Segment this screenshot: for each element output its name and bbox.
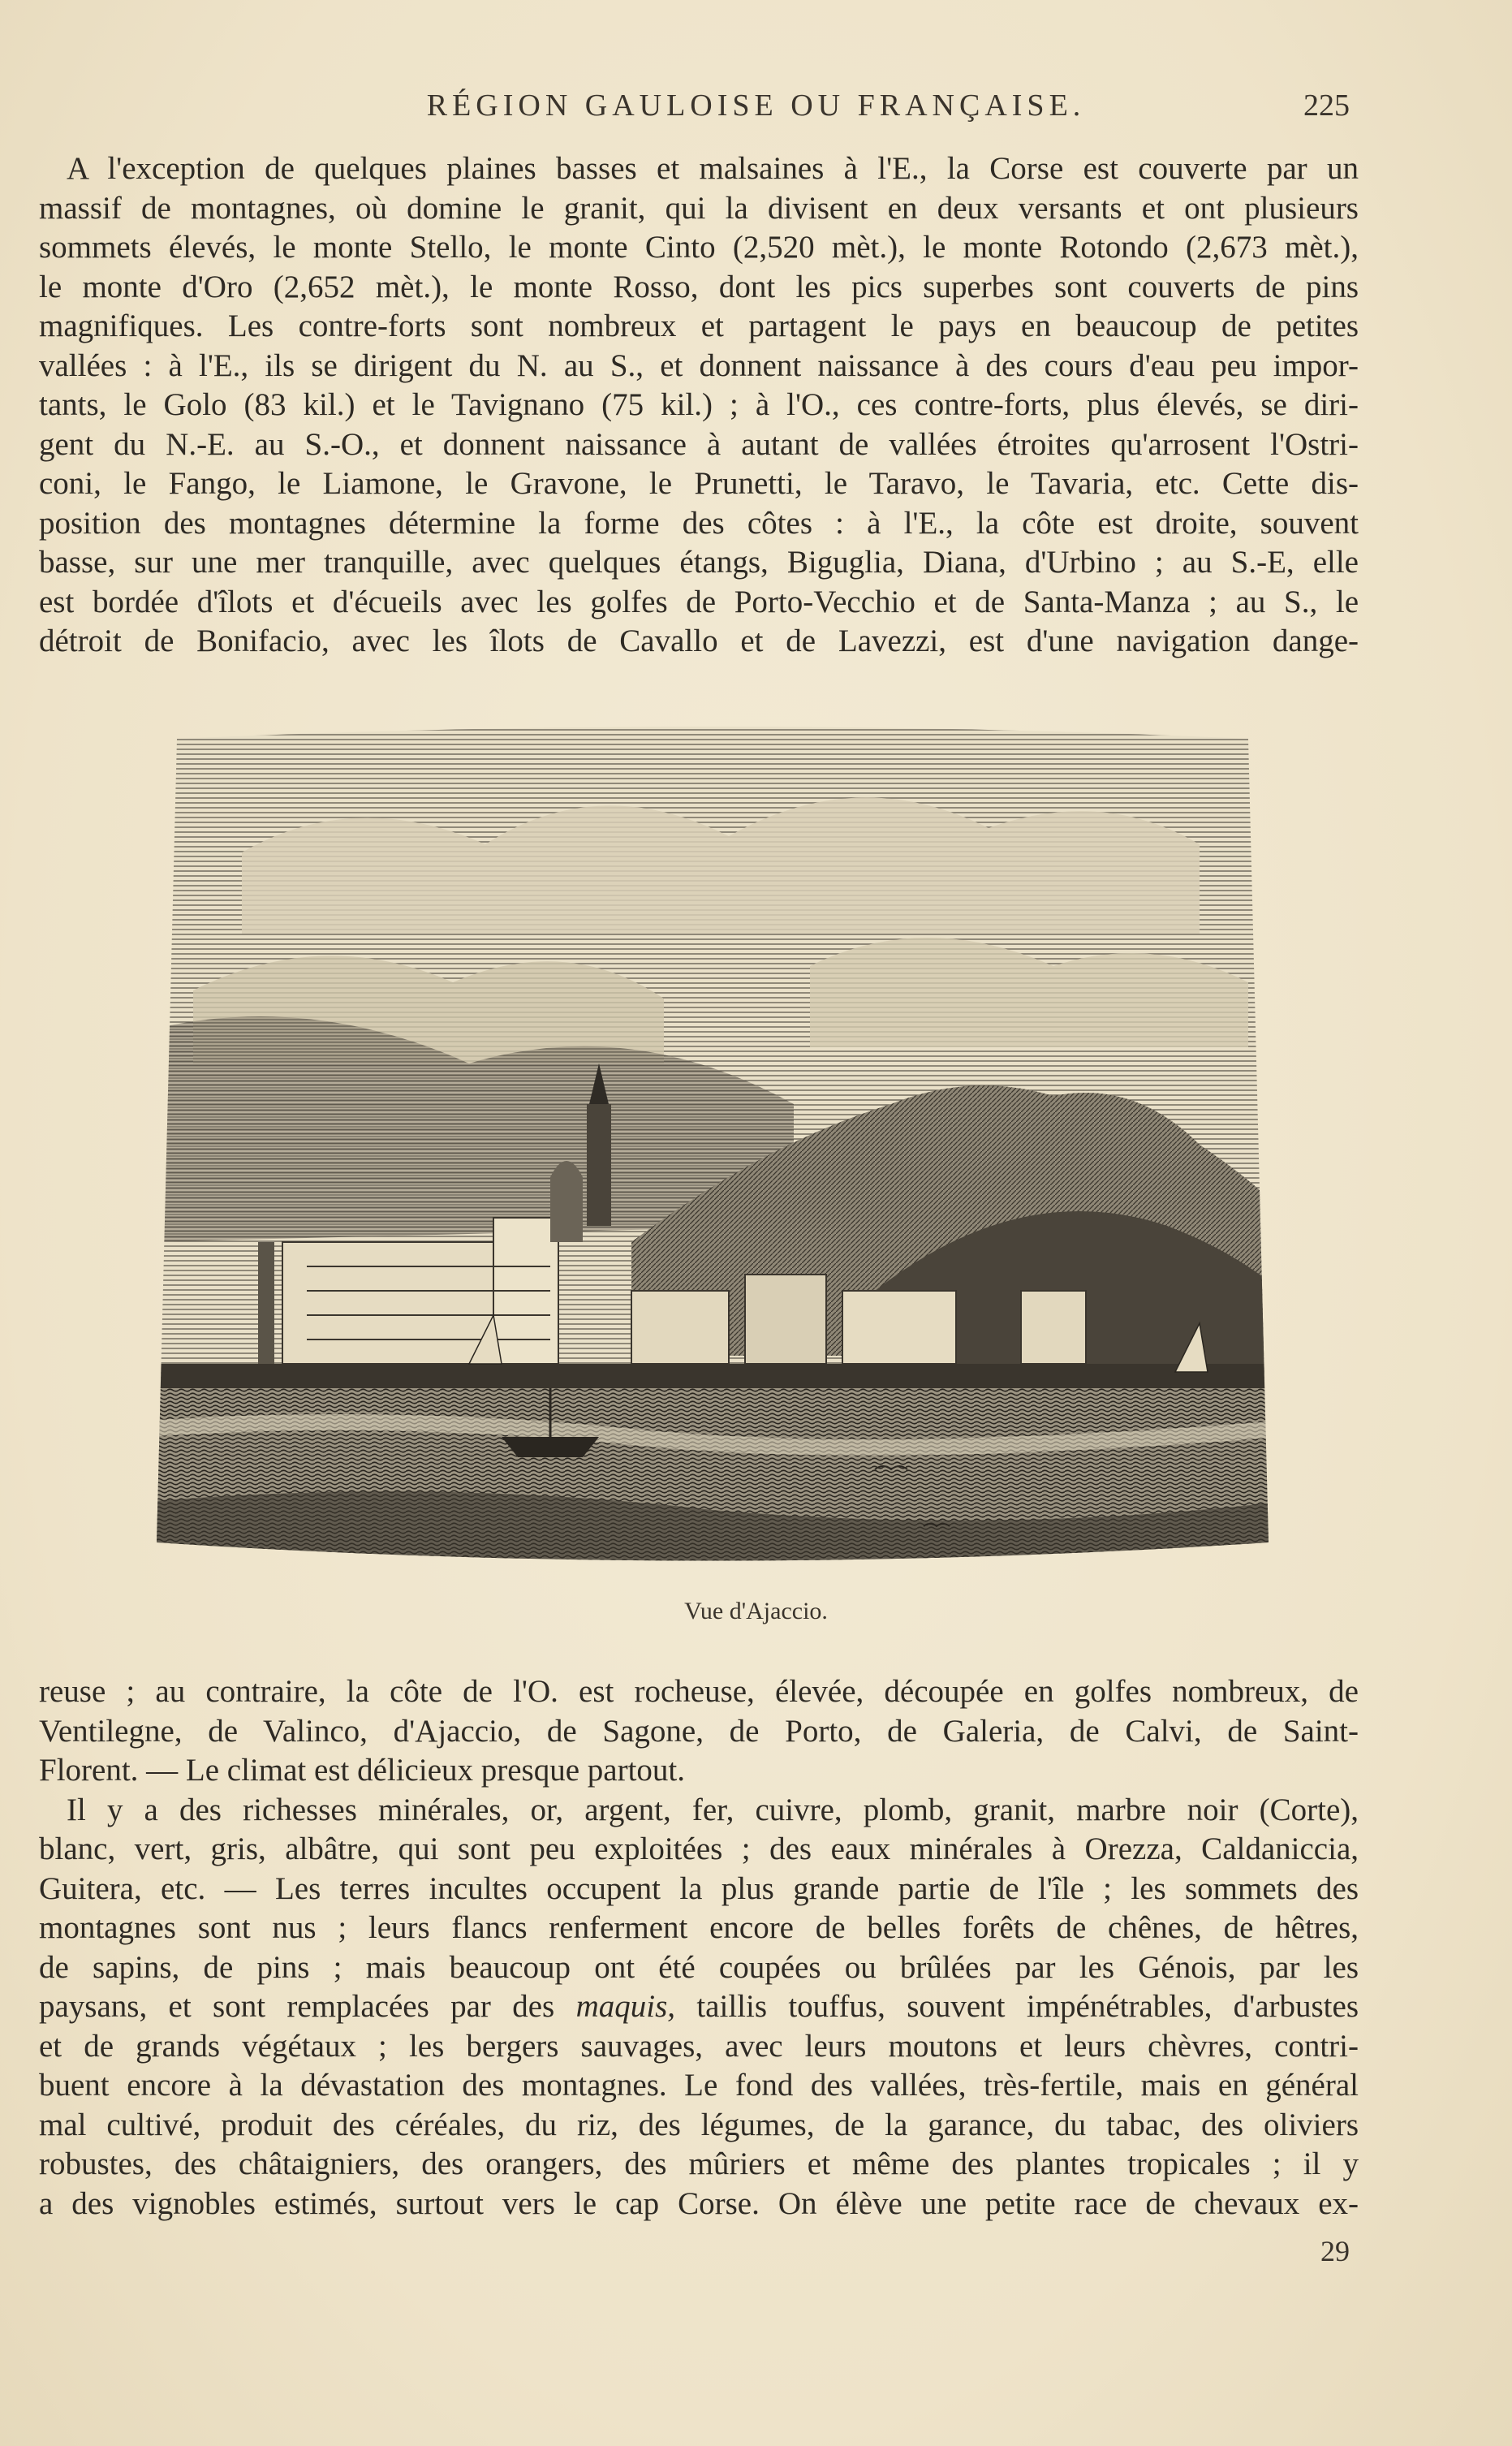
engraving-view-of-ajaccio [144,723,1281,1583]
text-line: Guitera, etc. — Les terres incultes occupent la plus grande partie de l'île ; les sommets des [39,1870,1359,1906]
page-header [0,88,1512,136]
text-line: basse, sur une mer tranquille, avec quelques étangs, Biguglia, Diana, d'Urbino ; au S.-E, elle [39,545,1359,580]
paragraph-top [39,149,1359,662]
signature-mark: 29 [1320,2235,1350,2267]
text-line: robustes, des châtaigniers, des orangers, des mûriers et même des plantes tropicales ; il y [39,2146,1359,2181]
text-line: tants, le Golo (83 kil.) et le Tavignano (75 kil.) ; à l'O., ces contre-forts, plus élevés, se diri- [39,387,1359,422]
page-number: 225 [1303,88,1350,123]
text-line: Ventilegne, de Valinco, d'Ajaccio, de Sagone, de Porto, de Galeria, de Calvi, de Saint- [39,1713,1359,1749]
text-line: de sapins, de pins ; mais beaucoup ont été coupées ou brûlées par les Génois, par les [39,1949,1359,1985]
text-line: Florent. — Le climat est délicieux presque partout. [39,1753,686,1788]
text-run: taillis touffus, souvent impénétrables, d'arbustes [675,1989,1359,2024]
text-line: mal cultivé, produit des céréales, du riz, des légumes, de la garance, du tabac, des oliviers [39,2107,1359,2142]
running-title: RÉGION GAULOISE OU FRANÇAISE. [426,88,1086,123]
text-line: blanc, vert, gris, albâtre, qui sont peu exploitées ; des eaux minérales à Orezza, Caldaniccia, [39,1831,1359,1866]
paragraph-bottom [39,1672,1359,2224]
text-line: gent du N.-E. au S.-O., et donnent naissance à autant de vallées étroites qu'arrosent l'Ostri- [39,426,1359,462]
text-line: magnifiques. Les contre-forts sont nombreux et partagent le pays en beaucoup de petites [39,308,1359,343]
text-line-with-italic [39,1987,1359,2027]
text-line: a des vignobles estimés, surtout vers le cap Corse. On élève une petite race de chevaux ex- [39,2185,1359,2221]
text-run: paysans, et sont remplacées par des [39,1989,555,2024]
text-line: A l'exception de quelques plaines basses et malsaines à l'E., la Corse est couverte par un [67,151,1359,186]
text-line: Il y a des richesses minérales, or, argent, fer, cuivre, plomb, granit, marbre noir (Corte), [67,1792,1359,1827]
text-line: est bordée d'îlots et d'écueils avec les golfes de Porto-Vecchio et de Santa-Manza ; au S., le [39,584,1359,619]
text-line: coni, le Fango, le Liamone, le Gravone, le Prunetti, le Taravo, le Tavaria, etc. Cette dis- [39,466,1359,501]
text-line: massif de montagnes, où domine le granit, qui la divisent en deux versants et ont plusieurs [39,190,1359,226]
text-line: détroit de Bonifacio, avec les îlots de Cavallo et de Lavezzi, est d'une navigation dange- [39,623,1359,658]
italic-word: maquis, [575,1989,675,2024]
text-line: position des montagnes détermine la forme des côtes : à l'E., la côte est droite, souvent [39,505,1359,541]
text-line: montagnes sont nus ; leurs flancs renferment encore de belles forêts de chênes, de hêtres, [39,1910,1359,1945]
text-line: et de grands végétaux ; les bergers sauvages, avec leurs moutons et leurs chèvres, contri- [39,2028,1359,2064]
figure-caption: Vue d'Ajaccio. [684,1598,828,1624]
text-line: vallées : à l'E., ils se dirigent du N. au S., et donnent naissance à des cours d'eau peu impor- [39,347,1359,383]
text-line: sommets élevés, le monte Stello, le monte Cinto (2,520 mèt.), le monte Rotondo (2,673 mèt.), [39,230,1359,265]
text-line: reuse ; au contraire, la côte de l'O. est rocheuse, élevée, découpée en golfes nombreux, de [39,1674,1359,1709]
text-line: buent encore à la dévastation des montagnes. Le fond des vallées, très-fertile, mais en général [39,2068,1359,2103]
text-line: le monte d'Oro (2,652 mèt.), le monte Rosso, dont les pics superbes sont couverts de pins [39,269,1359,304]
